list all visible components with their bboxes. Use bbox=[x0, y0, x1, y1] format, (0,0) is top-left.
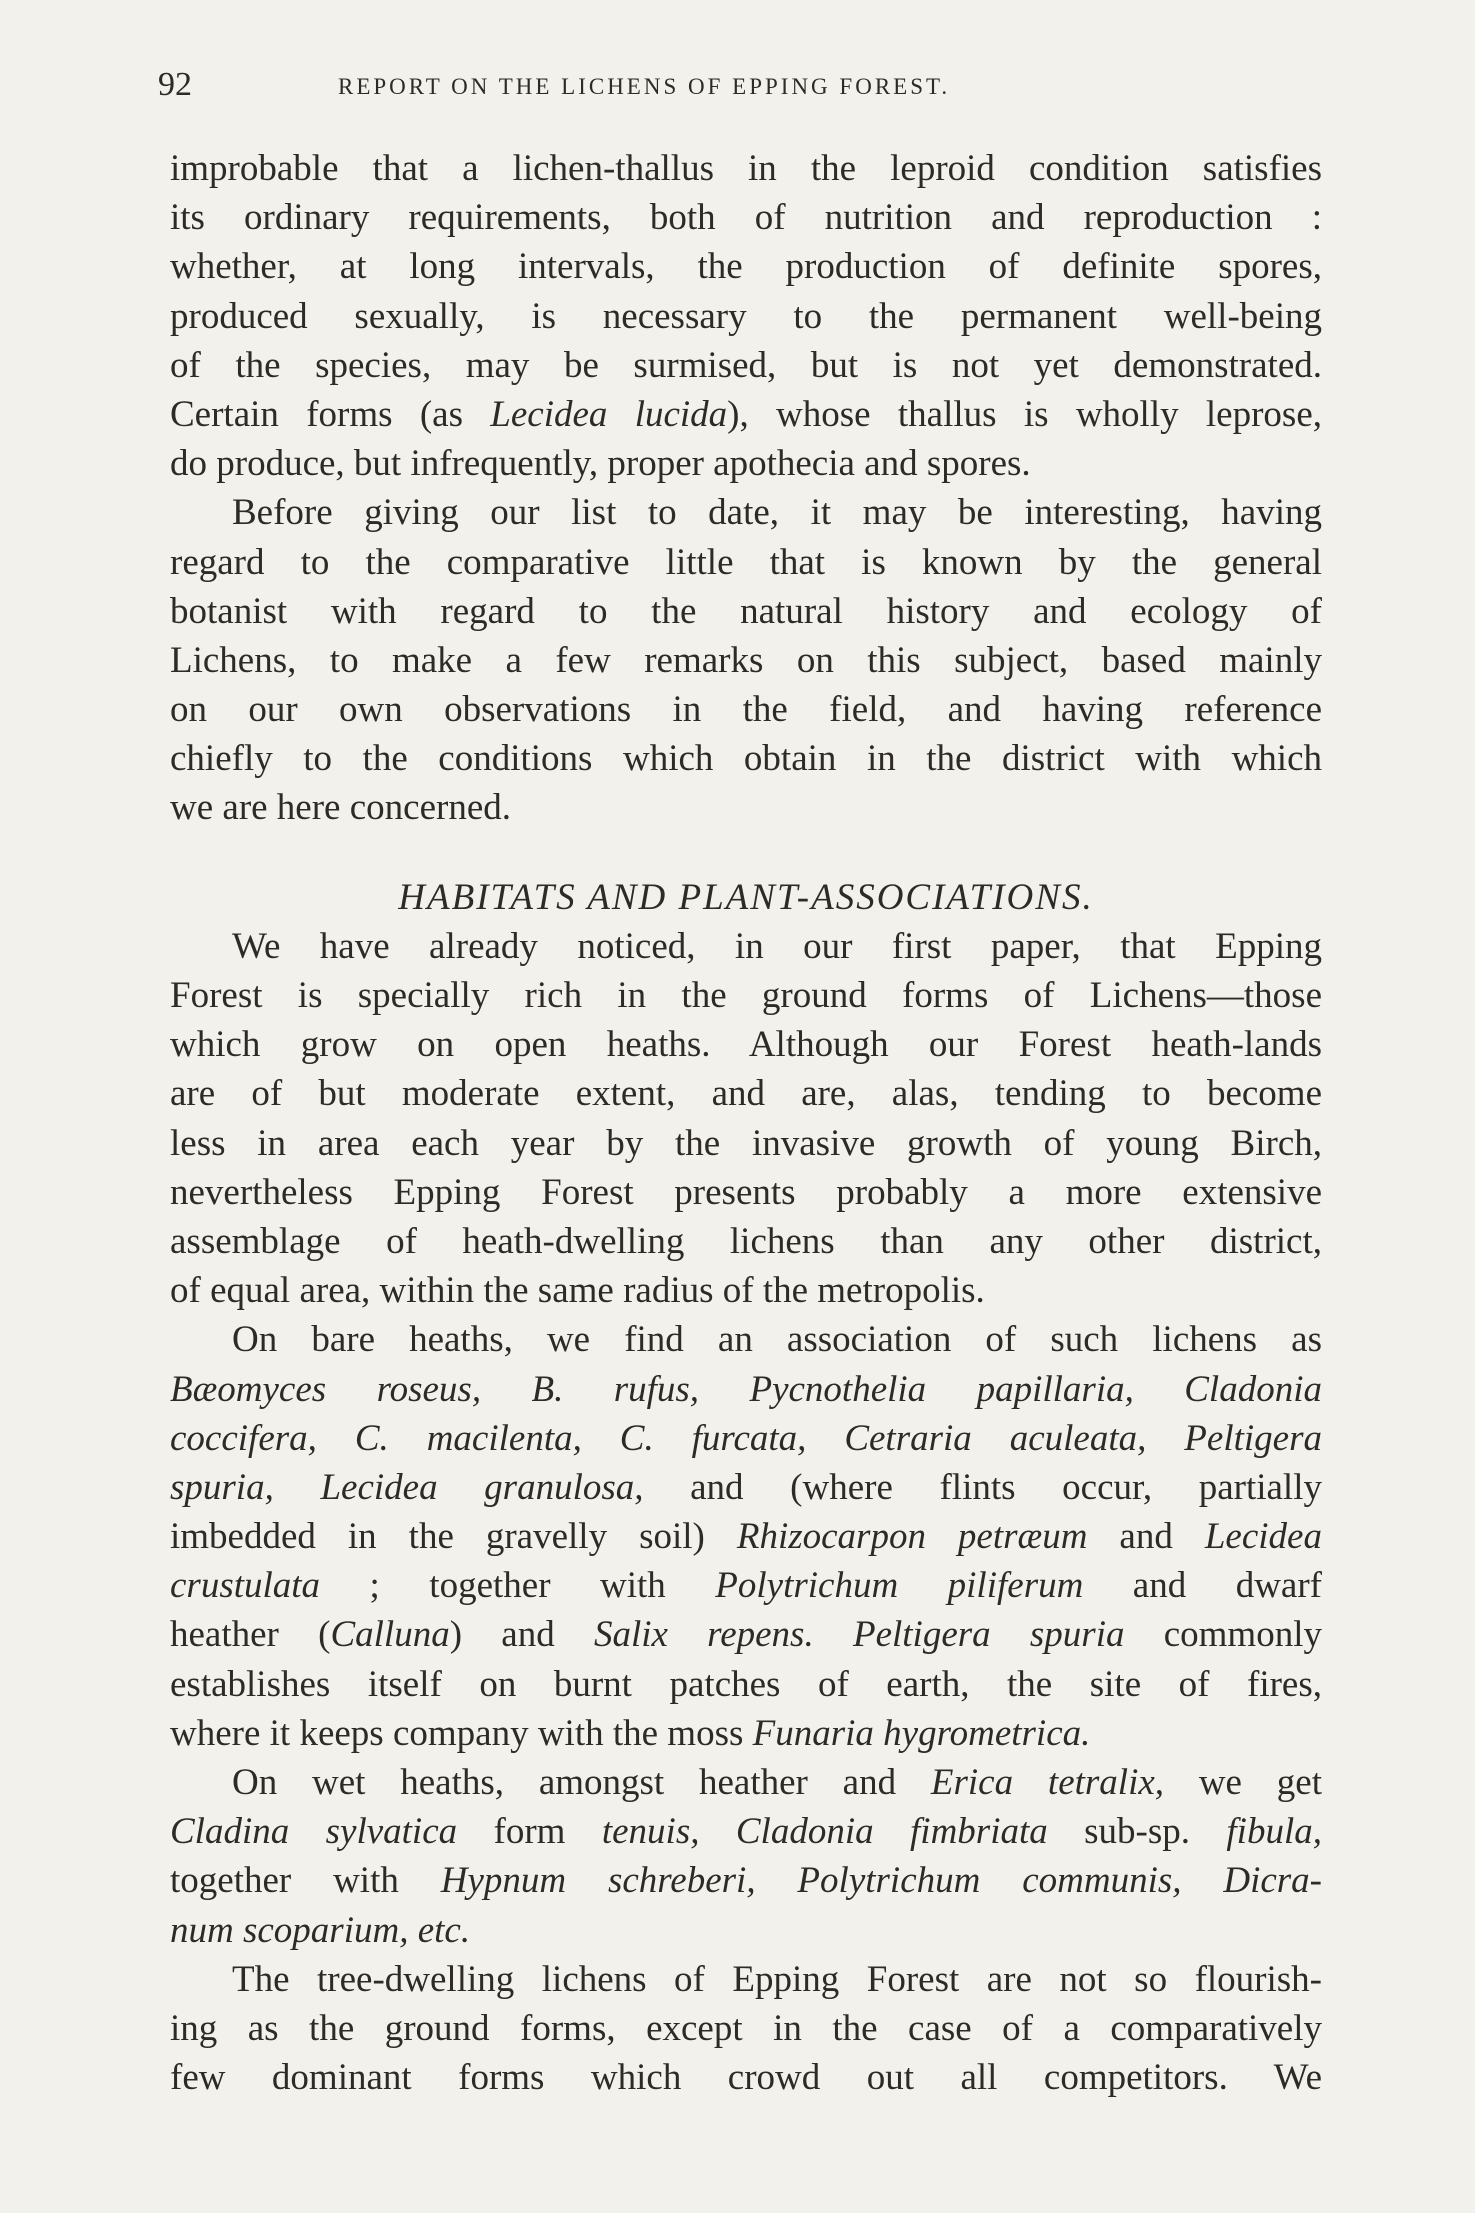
text-line: botanist with regard to the natural history and ecology of bbox=[170, 590, 1322, 632]
text-line: On bare heaths, we find an association of such lichens as bbox=[232, 1319, 1322, 1361]
species-name: Rhizocarpon petræum bbox=[736, 1516, 1088, 1558]
section-heading: HABITATS AND PLANT-ASSOCIATIONS. bbox=[398, 876, 1094, 918]
text-line: Before giving our list to date, it may be interesting, having bbox=[232, 492, 1322, 534]
text-run: ), whose thallus is wholly leprose, bbox=[727, 393, 1322, 435]
species-name: spuria, Lecidea granulosa, bbox=[170, 1466, 644, 1508]
text-run bbox=[814, 1614, 853, 1655]
text-line: nevertheless Epping Forest presents probably a more extensive bbox=[170, 1171, 1322, 1213]
text-line: which grow on open heaths. Although our Forest heath-lands bbox=[170, 1024, 1322, 1066]
text-line bbox=[170, 390, 1322, 439]
text-line bbox=[170, 1807, 1322, 1856]
species-name: Bæomyces roseus, B. rufus, Pycnothelia papillaria, Cladonia bbox=[170, 1368, 1322, 1410]
text-line bbox=[170, 1709, 1322, 1758]
paragraph bbox=[170, 1758, 1322, 1955]
text-line bbox=[170, 1463, 1322, 1512]
text-line: assemblage of heath-dwelling lichens than any other district, bbox=[170, 1220, 1322, 1262]
paragraph bbox=[170, 922, 1322, 1316]
text-line: Lichens, to make a few remarks on this subject, based mainly bbox=[170, 639, 1322, 681]
text-line: its ordinary requirements, both of nutrition and reproduction : bbox=[170, 197, 1322, 239]
text-line bbox=[170, 1758, 1322, 1807]
page-number: 92 bbox=[158, 66, 192, 103]
species-name: Polytrichum piliferum bbox=[715, 1565, 1084, 1607]
species-name: Calluna bbox=[330, 1614, 450, 1656]
running-head bbox=[158, 62, 1320, 112]
text-line bbox=[170, 1365, 1322, 1414]
species-name: Lecidea bbox=[1204, 1516, 1322, 1558]
text-line: We have already noticed, in our first paper, that Epping bbox=[232, 925, 1322, 967]
text-line: of equal area, within the same radius of the metropolis. bbox=[170, 1270, 985, 1312]
paragraph bbox=[170, 1955, 1322, 2103]
species-name: fibula, bbox=[1226, 1811, 1322, 1853]
running-title: REPORT ON THE LICHENS OF EPPING FOREST. bbox=[338, 74, 951, 99]
text-line: whether, at long intervals, the production of definite spores, bbox=[170, 246, 1322, 288]
text-line: less in area each year by the invasive growth of young Birch, bbox=[170, 1122, 1322, 1164]
text-line: we are here concerned. bbox=[170, 787, 511, 829]
text-line bbox=[170, 1561, 1322, 1610]
text-line: of the species, may be surmised, but is not yet demonstrated. bbox=[170, 344, 1322, 386]
species-name: Cladina sylvatica bbox=[170, 1811, 458, 1853]
text-run: ) and bbox=[449, 1614, 594, 1656]
text-run: heather ( bbox=[170, 1614, 331, 1656]
species-name: tenuis, Cladonia fimbriata bbox=[601, 1811, 1048, 1853]
text-line: are of but moderate extent, and are, alas, tending to become bbox=[170, 1073, 1322, 1115]
species-name: Salix repens. bbox=[593, 1614, 814, 1656]
text-line: regard to the comparative little that is known by the general bbox=[170, 541, 1322, 583]
text-run: we get bbox=[1164, 1762, 1322, 1803]
species-name: num scoparium, etc. bbox=[170, 1909, 471, 1951]
text-line: establishes itself on burnt patches of earth, the site of fires, bbox=[170, 1663, 1322, 1705]
text-line: on our own observations in the field, and having reference bbox=[170, 689, 1322, 731]
text-run: On wet heaths, amongst heather and bbox=[232, 1762, 931, 1803]
text-line bbox=[170, 1856, 1322, 1905]
species-name: Funaria hygrometrica. bbox=[752, 1712, 1091, 1754]
text-run: and (where flints occur, partially bbox=[643, 1466, 1322, 1508]
species-name: Peltigera spuria bbox=[852, 1614, 1125, 1656]
text-run: and bbox=[1087, 1516, 1205, 1558]
text-run: form bbox=[457, 1811, 602, 1853]
text-line: chiefly to the conditions which obtain in the district with which bbox=[170, 738, 1322, 780]
text-line: few dominant forms which crowd out all competitors. We bbox=[170, 2057, 1322, 2099]
text-line: The tree-dwelling lichens of Epping Forest are not so flourish- bbox=[232, 1958, 1322, 2000]
paragraph bbox=[170, 1315, 1322, 1758]
text-line bbox=[170, 1610, 1322, 1659]
species-name: coccifera, C. macilenta, C. furcata, Cetraria aculeata, Peltigera bbox=[170, 1417, 1322, 1459]
species-name: Lecidea lucida bbox=[490, 393, 728, 435]
paragraph bbox=[170, 488, 1322, 832]
body-text bbox=[170, 144, 1322, 2102]
text-run: commonly bbox=[1124, 1614, 1322, 1656]
paragraph bbox=[170, 144, 1322, 488]
text-line: improbable that a lichen-thallus in the leproid condition satisfies bbox=[170, 148, 1322, 189]
text-line: Forest is specially rich in the ground forms of Lichens—those bbox=[170, 975, 1322, 1016]
text-run: sub-sp. bbox=[1047, 1811, 1227, 1853]
text-run: Certain forms (as bbox=[170, 393, 491, 435]
text-run: imbedded in the gravelly soil) bbox=[170, 1516, 737, 1558]
text-line bbox=[170, 1906, 1322, 1955]
text-line bbox=[170, 1414, 1322, 1463]
text-line: do produce, but infrequently, proper apothecia and spores. bbox=[170, 443, 1031, 485]
species-name: crustulata bbox=[170, 1565, 321, 1607]
species-name: Hypnum schreberi, Polytrichum communis, Dicra- bbox=[440, 1860, 1322, 1902]
text-run: together with bbox=[170, 1860, 441, 1902]
text-line: ing as the ground forms, except in the case of a comparatively bbox=[170, 2007, 1322, 2049]
text-run: ; together with bbox=[320, 1565, 716, 1607]
text-line: produced sexually, is necessary to the permanent well-being bbox=[170, 295, 1322, 337]
species-name: Erica tetralix, bbox=[930, 1762, 1165, 1803]
text-run: where it keeps company with the moss bbox=[170, 1712, 753, 1754]
text-line bbox=[170, 1512, 1322, 1561]
text-run: and dwarf bbox=[1083, 1565, 1322, 1607]
